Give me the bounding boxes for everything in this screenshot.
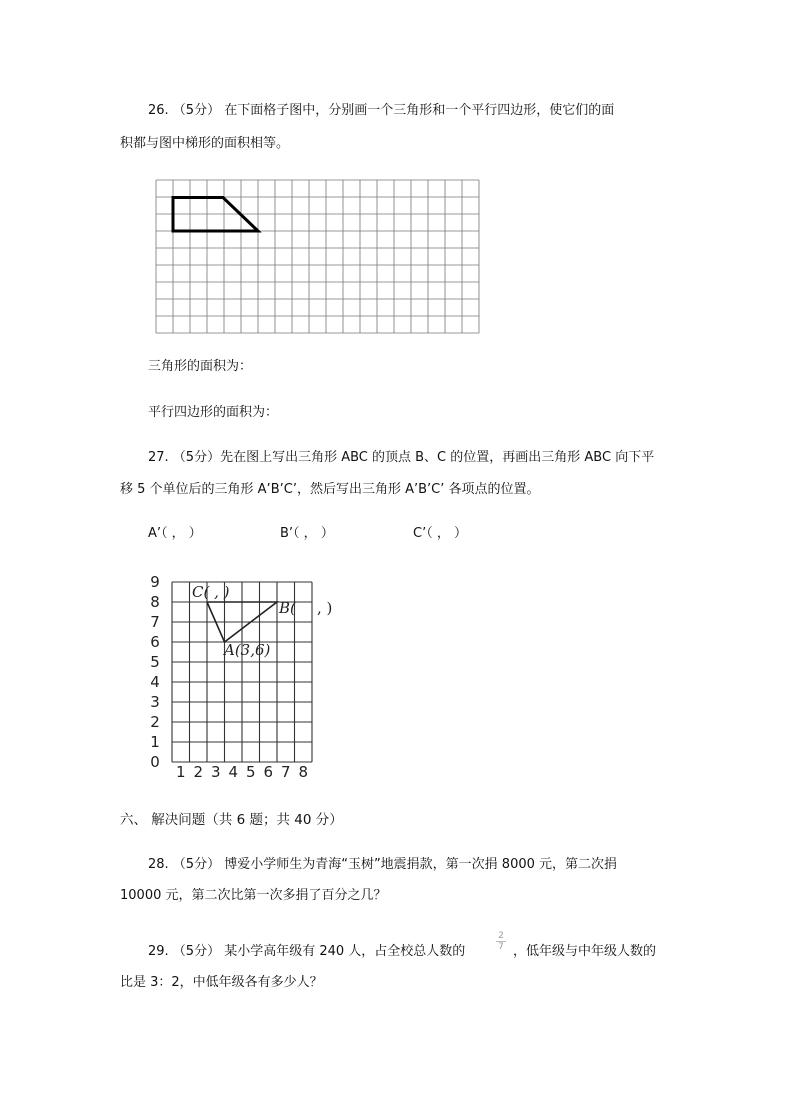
label-point-c: C( , ) xyxy=(192,583,230,601)
y-axis-label: 5 xyxy=(150,653,160,671)
fraction-two-sevenths xyxy=(494,931,508,952)
y-axis-label: 2 xyxy=(150,713,160,731)
label-point-a: A(3,6) xyxy=(224,641,271,659)
parallelogram-area-label: 平行四边形的面积为： xyxy=(148,405,279,420)
a-prime-blank: A’（ ， ） xyxy=(148,526,202,541)
q27-text-line1: 27. （5分）先在图上写出三角形 ABC 的顶点 B、C 的位置，再画出三角形 ABC 向下平 xyxy=(148,450,655,465)
x-axis-label: 6 xyxy=(263,763,274,781)
x-axis-label: 5 xyxy=(245,763,256,781)
y-axis-label: 7 xyxy=(150,613,160,631)
y-axis-label: 0 xyxy=(150,753,160,771)
q26-text-line1: 26. （5分） 在下面格子图中，分别画一个三角形和一个平行四边形，使它们的面 xyxy=(148,103,615,118)
x-axis-label: 3 xyxy=(210,763,221,781)
b-prime-blank: B’（ ， ） xyxy=(280,526,334,541)
y-axis-label: 9 xyxy=(150,573,160,591)
x-axis-label: 1 xyxy=(175,763,186,781)
q26-grid-figure xyxy=(155,179,481,333)
y-axis-label: 6 xyxy=(150,633,160,651)
fraction-numerator: 2 xyxy=(498,931,504,941)
x-axis-label: 7 xyxy=(280,763,291,781)
x-axis-label: 4 xyxy=(228,763,239,781)
q29-text-line2: 比是 3：2，中低年级各有多少人？ xyxy=(120,975,323,990)
section-six-title: 六、 解决问题（共 6 题；共 40 分） xyxy=(120,812,343,828)
y-axis-label: 3 xyxy=(150,693,160,711)
q29-text-line1-b: ，低年级与中年级人数的 xyxy=(513,944,657,959)
q29-text-line1-a: 29. （5分） 某小学高年级有 240 人，占全校总人数的 xyxy=(148,944,466,959)
y-axis-label: 8 xyxy=(150,593,160,611)
c-prime-blank: C’（ ， ） xyxy=(413,526,467,541)
y-axis-label: 1 xyxy=(150,733,160,751)
label-point-b: B( xyxy=(279,599,296,617)
q28-text-line2: 10000 元，第二次比第一次多捐了百分之几？ xyxy=(120,888,387,903)
q28-text-line1: 28. （5分） 博爱小学师生为青海“玉树”地震捐款，第一次捐 8000 元，第二次捐 xyxy=(148,857,618,872)
q27-coordinate-figure xyxy=(140,568,370,783)
q26-text-line2: 积都与图中梯形的面积相等。 xyxy=(120,136,290,151)
x-axis-label: 2 xyxy=(193,763,204,781)
q27-text-line2: 移 5 个单位后的三角形 A’B’C’，然后写出三角形 A’B’C’ 各项点的位置。 xyxy=(120,482,540,497)
label-point-b-tail: , ) xyxy=(317,599,333,617)
triangle-area-label: 三角形的面积为： xyxy=(148,359,253,374)
x-axis-label: 8 xyxy=(298,763,309,781)
fraction-denominator: 7 xyxy=(498,942,504,952)
y-axis-label: 4 xyxy=(150,673,160,691)
